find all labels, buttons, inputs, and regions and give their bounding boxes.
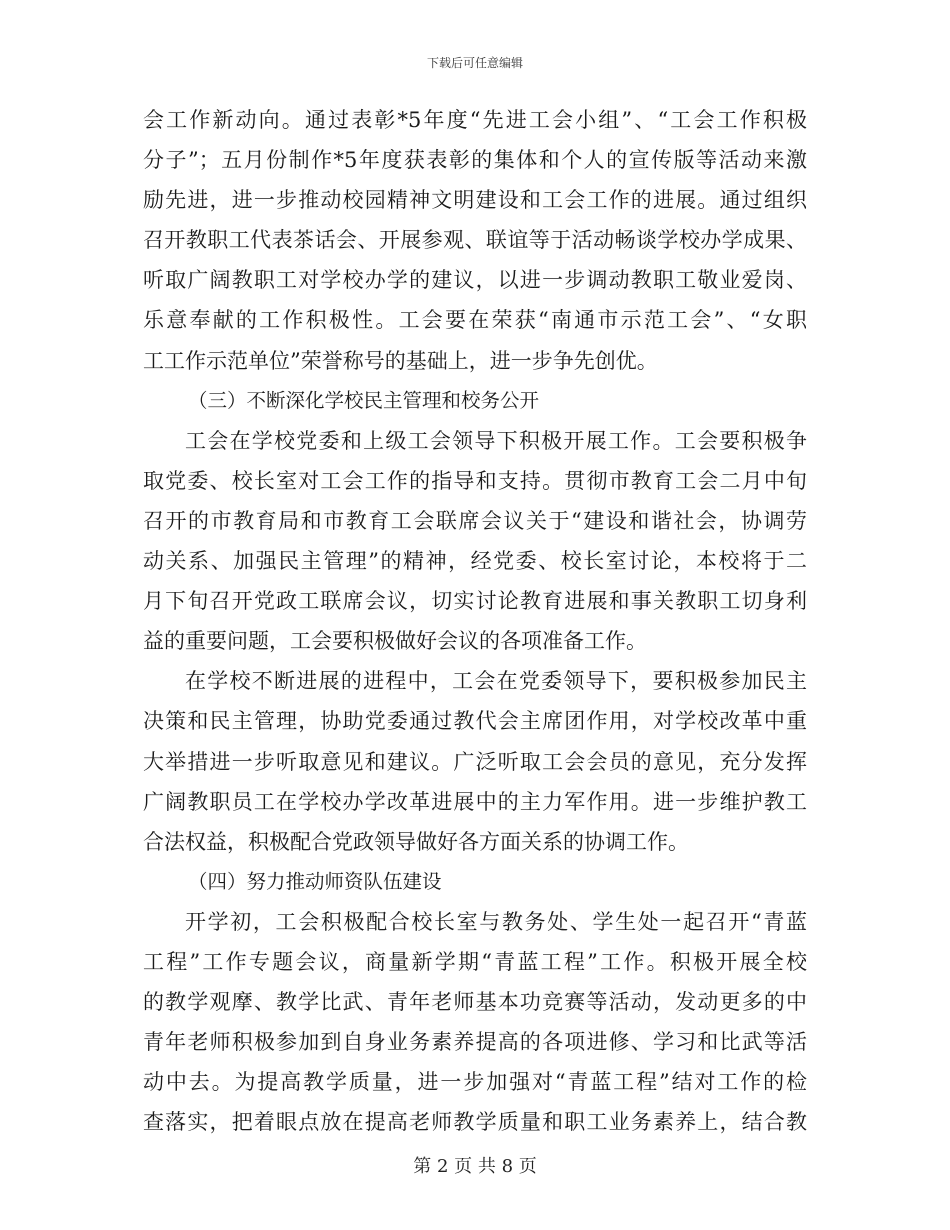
body-text-line: 工程”工作专题会议，商量新学期“青蓝工程”工作。积极开展全校 <box>143 949 807 974</box>
body-text-line: 益的重要问题，工会要积极做好会议的各项准备工作。 <box>143 629 647 654</box>
body-text-line: 月下旬召开党政工联席会议，切实讨论教育进展和事关教职工切身利 <box>143 589 807 614</box>
body-text-line: 工工作示范单位”荣誉称号的基础上，进一步争先创优。 <box>143 348 658 373</box>
body-text-line: 开学初，工会积极配合校长室与教务处、学生处一起召开“青蓝 <box>185 909 807 934</box>
body-text-line: 会工作新动向。通过表彰*5年度“先进工会小组”、“工会工作积极 <box>143 108 807 132</box>
page-header: 下载后可任意编辑 <box>426 56 523 70</box>
body-text-line: 青年老师积极参加到自身业务素养提高的各项进修、学习和比武等活 <box>143 1030 807 1055</box>
body-text-line: 分子”；五月份制作*5年度获表彰的集体和个人的宣传版等活动来激 <box>143 148 807 173</box>
body-text-line: 动中去。为提高教学质量，进一步加强对“青蓝工程”结对工作的检 <box>143 1070 807 1095</box>
body-text-line: 工会在学校党委和上级工会领导下积极开展工作。工会要积极争 <box>185 428 807 453</box>
body-text-line: 查落实，把着眼点放在提高老师教学质量和职工业务素养上，结合教 <box>143 1110 807 1135</box>
body-text-line: 召开教职工代表茶话会、开展参观、联谊等于活动畅谈学校办学成果、 <box>143 228 807 253</box>
body-text-line: 动关系、加强民主管理”的精神，经党委、校长室讨论，本校将于二 <box>143 549 807 574</box>
body-text-line: 听取广阔教职工对学校办学的建议，以进一步调动教职工敬业爱岗、 <box>143 268 807 293</box>
body-text-line: 决策和民主管理，协助党委通过教代会主席团作用，对学校改革中重 <box>143 709 807 734</box>
body-text-line: 大举措进一步听取意见和建议。广泛听取工会会员的意见，充分发挥 <box>143 749 807 774</box>
page-footer: 第 2 页 共 8 页 <box>413 1156 537 1177</box>
section-heading-3: （三）不断深化学校民主管理和校务公开 <box>188 388 540 412</box>
document-body <box>143 100 807 1142</box>
body-text-line: 合法权益，积极配合党政领导做好各方面关系的协调工作。 <box>143 829 689 854</box>
body-text-line: 在学校不断进展的进程中，工会在党委领导下，要积极参加民主 <box>185 669 807 694</box>
section-heading-4: （四）努力推动师资队伍建设 <box>188 869 442 893</box>
body-text-line: 励先进，进一步推动校园精神文明建设和工会工作的进展。通过组织 <box>143 188 807 213</box>
body-text-line: 广阔教职员工在学校办学改革进展中的主力军作用。进一步维护教工 <box>143 789 807 814</box>
body-text-line: 乐意奉献的工作积极性。工会要在荣获“南通市示范工会”、“女职 <box>143 308 807 333</box>
body-text-line: 取党委、校长室对工会工作的指导和支持。贯彻市教育工会二月中旬 <box>143 468 807 493</box>
body-text-line: 的教学观摩、教学比武、青年老师基本功竞赛等活动，发动更多的中 <box>143 990 807 1015</box>
body-text-line: 召开的市教育局和市教育工会联席会议关于“建设和谐社会，协调劳 <box>143 508 807 533</box>
